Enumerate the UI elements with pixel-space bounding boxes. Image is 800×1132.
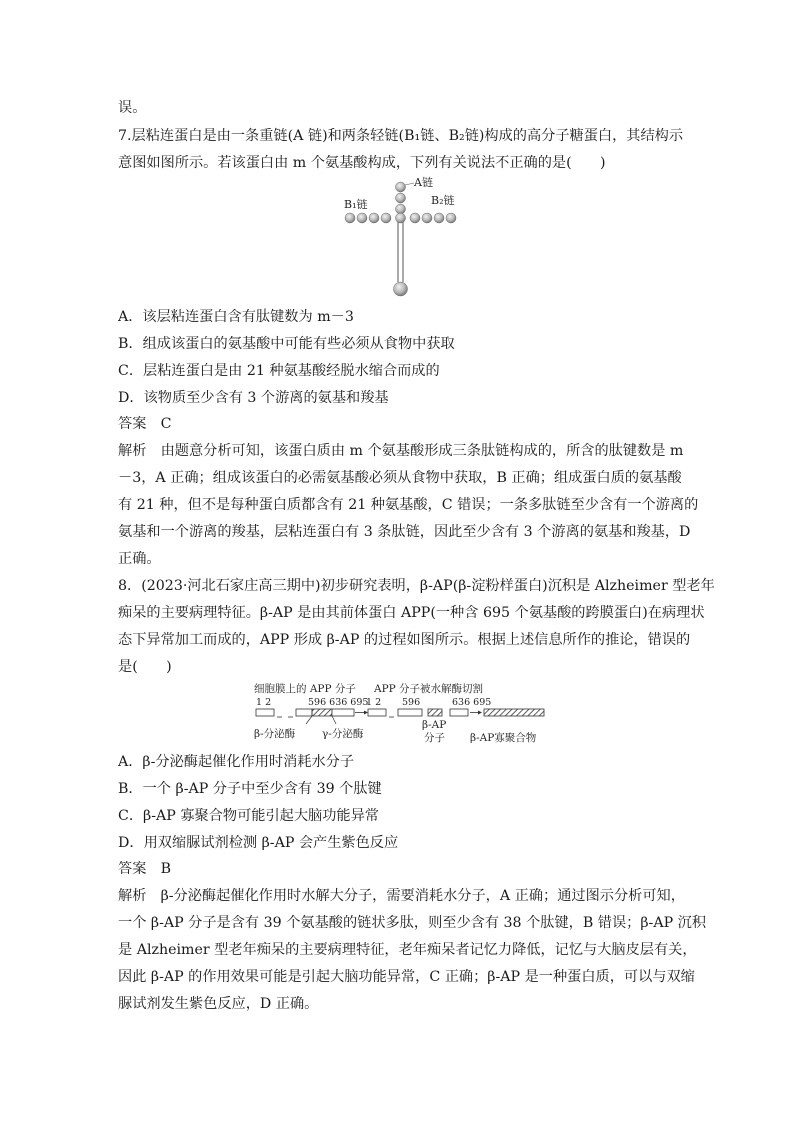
q8-analysis-line3: 是 Alzheimer 型老年痴呆的主要病理特征，老年痴呆者记忆力降低，记忆与大脑皮层有关，: [118, 942, 697, 958]
a-chain-label: A链: [414, 176, 433, 189]
q8-stem-line2: 痴呆的主要病理特征。β-AP 是由其前体蛋白 APP(一种含 695 个氨基酸的跨膜蛋白)在病理状: [118, 605, 705, 621]
q8-stem-line3: 态下异常加工而成的，APP 形成 β-AP 的过程如图所示。根据上述信息所作的推论，错误的: [118, 632, 691, 648]
label-beta-ap-aggregate: β-AP寡聚合物: [470, 732, 537, 744]
b2-chain-label: B₂链: [431, 194, 455, 207]
b2-chain-bead: [410, 213, 420, 223]
app-segment-mid: [296, 709, 312, 716]
a-chain-bead: [396, 182, 406, 192]
q7-stem-line2: 意图如图所示。若该蛋白由 m 个氨基酸构成，下列有关说法不正确的是( ): [118, 155, 606, 171]
q8-answer: 答案 B: [118, 861, 171, 877]
q8-analysis-line5: 脲试剂发生紫色反应，D 正确。: [118, 996, 319, 1012]
a-chain-bead: [396, 204, 406, 214]
fragment-end: [450, 709, 468, 716]
q7-option-b: B．组成该蛋白的氨基酸中可能有些必须从食物中获取: [118, 336, 455, 352]
q6-tail-text: 误。: [118, 100, 147, 116]
b1-chain-bead: [345, 213, 355, 223]
q8-analysis-line1: 解析 β-分泌酶起催化作用时水解大分子，需要消耗水分子，A 正确；通过图示分析可知，: [118, 888, 685, 904]
b1-chain-bead: [357, 213, 367, 223]
q8-option-a: A．β-分泌酶起催化作用时消耗水分子: [118, 754, 355, 770]
arrow-1: [364, 711, 368, 715]
a-chain-bead: [396, 193, 406, 203]
q7-option-a: A．该层粘连蛋白含有肽键数为 m－3: [118, 309, 354, 325]
q7-option-d: D．该物质至少含有 3 个游离的氨基和羧基: [118, 390, 389, 406]
b1-chain-label: B₁链: [344, 198, 368, 211]
label-app-cleaved: APP 分子被水解酶切割: [374, 683, 484, 695]
q7-stem-line1: 7.层粘连蛋白是由一条重链(A 链)和两条轻链(B₁链、B₂链)构成的高分子糖蛋白，其结构示: [118, 128, 684, 144]
q8-analysis-line4: 因此 β-AP 的作用效果可能是引起大脑功能异常，C 正确；β-AP 是一种蛋白质，可以与双缩: [118, 969, 695, 985]
fragment-mid: [398, 709, 422, 716]
q8-stem-line4: 是( ): [118, 659, 172, 675]
label-n3: 1 2: [366, 697, 382, 708]
b2-chain-bead: [422, 213, 432, 223]
stem-end-globule: [394, 282, 408, 296]
q7-analysis-line2: －3，A 正确；组成该蛋白的必需氨基酸必须从食物中获取，B 正确；组成蛋白质的氨基酸: [118, 470, 682, 486]
q7-analysis-line3: 有 21 种，但不是每种蛋白质都含有 21 种氨基酸，C 错误；一条多肽链至少含有一个游离的: [118, 497, 699, 513]
b2-chain-bead: [434, 213, 444, 223]
app-segment-start: [256, 709, 274, 716]
q7-analysis-line1: 解析 由题意分析可知，该蛋白质由 m 个氨基酸形成三条肽链构成的，所含的肽键数是 m: [118, 443, 684, 459]
q7-analysis-line5: 正确。: [118, 551, 161, 567]
q8-option-c: C．β-AP 寡聚合物可能引起大脑功能异常: [118, 808, 379, 824]
label-n2: 596 636 695: [308, 697, 369, 708]
center-bead: [396, 213, 406, 223]
fragment-start: [368, 709, 386, 716]
label-n1: 1 2: [256, 697, 272, 708]
beta-ap-molecule: [428, 709, 442, 716]
label-beta-secretase: β-分泌酶: [254, 728, 296, 740]
app-processing-figure: [252, 680, 552, 746]
label-gamma-secretase: γ-分泌酶: [322, 728, 364, 740]
label-n5: 636 695: [452, 697, 492, 708]
label-beta-ap: β-AP: [422, 719, 447, 731]
laminin-structure-figure: [330, 174, 470, 300]
app-beta-ap-region: [312, 709, 332, 716]
app-segment-end: [332, 709, 354, 716]
arrow-2: [478, 711, 482, 715]
q7-answer: 答案 C: [118, 416, 172, 432]
q8-analysis-line2: 一个 β-AP 分子是含有 39 个氨基酸的链状多肽，则至少含有 38 个肽键，B 错误；β-AP 沉积: [118, 915, 707, 931]
q8-option-d: D．用双缩脲试剂检测 β-AP 会产生紫色反应: [118, 835, 399, 851]
q8-stem-line1: 8．(2023·河北石家庄高三期中)初步研究表明，β-AP(β-淀粉样蛋白)沉积是 Alzheimer 型老年: [118, 578, 715, 594]
beta-ap-aggregate: [484, 709, 544, 716]
label-molecule: 分子: [424, 732, 445, 744]
label-membrane-app: 细胞膜上的 APP 分子: [254, 683, 356, 695]
b2-chain-bead: [446, 213, 456, 223]
q7-analysis-line4: 氨基和一个游离的羧基，层粘连蛋白有 3 条肽链，因此至少含有 3 个游离的氨基和羧基，D: [118, 524, 691, 540]
q8-option-b: B．一个 β-AP 分子中至少含有 39 个肽键: [118, 781, 382, 797]
q7-option-c: C．层粘连蛋白是由 21 种氨基酸经脱水缩合而成的: [118, 363, 440, 379]
b1-chain-bead: [381, 213, 391, 223]
label-n4: 596: [402, 697, 421, 708]
b1-chain-bead: [369, 213, 379, 223]
